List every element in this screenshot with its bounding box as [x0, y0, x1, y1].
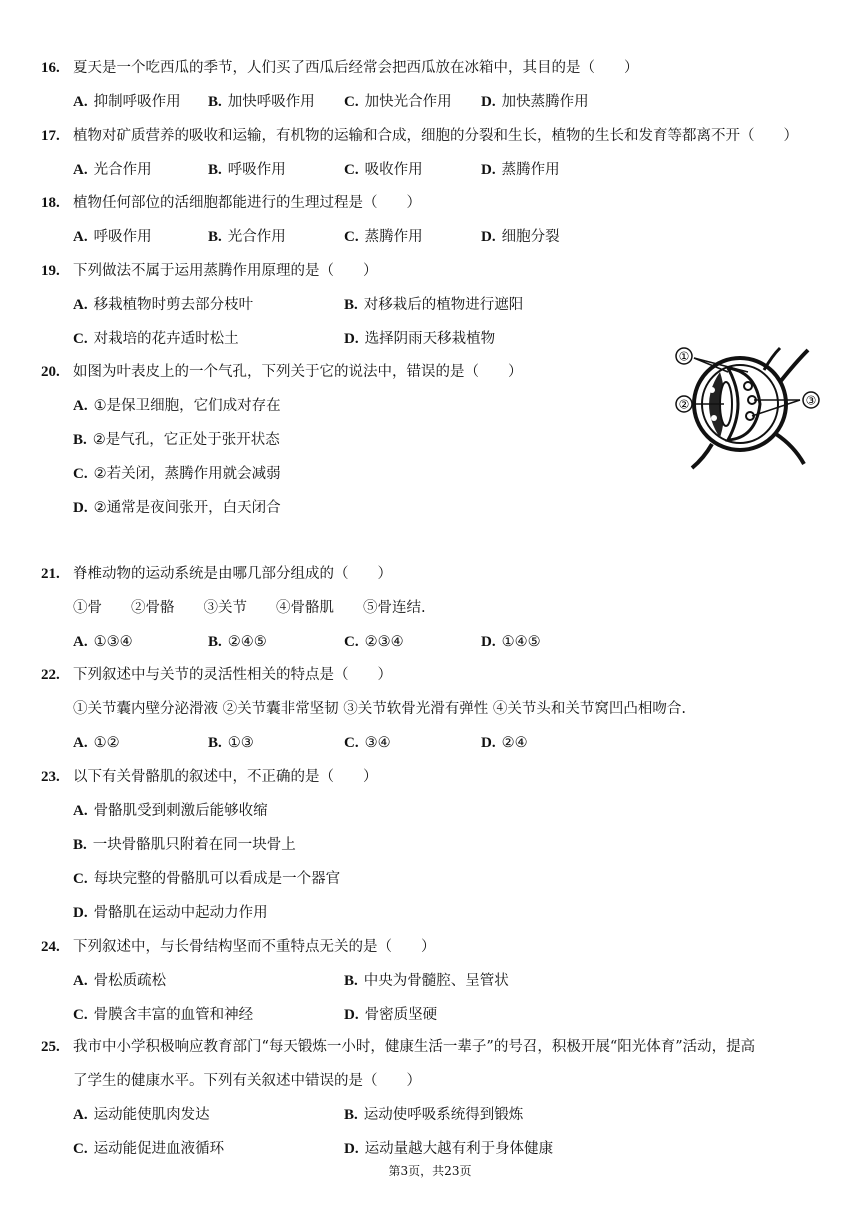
- answer-option: [73, 295, 253, 315]
- option-letter: C.: [344, 94, 359, 110]
- answer-option: [208, 632, 267, 652]
- question-text: 我市中小学积极响应教育部门“每天锻炼一小时，健康生活一辈子”的号召，积极开展“阳光体育”活动，提高: [73, 1039, 756, 1055]
- label-1: ①: [678, 349, 690, 364]
- option-text: ②是气孔，它正处于张开状态: [92, 432, 280, 448]
- option-text: 光合作用: [227, 229, 286, 245]
- option-text: 光合作用: [93, 162, 152, 178]
- option-letter: D.: [481, 162, 496, 178]
- option-text: 中央为骨髓腔、呈管状: [363, 973, 509, 989]
- answer-option: [73, 835, 296, 855]
- option-text: 骨松质疏松: [93, 973, 167, 989]
- answer-option: [481, 227, 560, 247]
- option-text: 骨骼肌受到刺激后能够收缩: [93, 803, 268, 819]
- option-letter: C.: [73, 871, 88, 887]
- option-text: ②若关闭，蒸腾作用就会减弱: [93, 466, 281, 482]
- option-text: 运动量越大越有利于身体健康: [364, 1141, 554, 1157]
- answer-option: [344, 295, 523, 315]
- question-number: 25.: [41, 1039, 60, 1055]
- option-text: 运动使呼吸系统得到锻炼: [363, 1107, 524, 1123]
- option-letter: B.: [344, 973, 358, 989]
- option-text: 加快光合作用: [364, 94, 452, 110]
- question-text: 了学生的健康水平。下列有关叙述中错误的是（ ）: [73, 1073, 421, 1089]
- answer-option: [344, 632, 404, 652]
- answer-option: [481, 92, 589, 112]
- answer-option: [481, 733, 528, 753]
- answer-option: [344, 971, 509, 991]
- question-number: 19.: [41, 263, 60, 279]
- option-letter: A.: [73, 1107, 88, 1123]
- answer-option: [73, 92, 181, 112]
- answer-option: [73, 160, 152, 180]
- answer-option: [73, 498, 281, 518]
- question-number: 22.: [41, 667, 60, 683]
- option-letter: D.: [73, 500, 88, 516]
- question-text: ①关节囊内壁分泌滑液 ②关节囊非常坚韧 ③关节软骨光滑有弹性 ④关节头和关节窝凹凸相吻合.: [73, 701, 686, 717]
- option-text: ③④: [364, 735, 391, 751]
- option-letter: A.: [73, 735, 88, 751]
- option-text: 骨膜含丰富的血管和神经: [93, 1007, 254, 1023]
- answer-option: [73, 329, 239, 349]
- option-letter: A.: [73, 162, 88, 178]
- question-number: 17.: [41, 128, 60, 144]
- option-text: 抑制呼吸作用: [93, 94, 181, 110]
- option-letter: A.: [73, 229, 88, 245]
- option-letter: D.: [481, 634, 496, 650]
- option-letter: B.: [208, 162, 222, 178]
- answer-option: [73, 1105, 210, 1125]
- answer-option: [73, 632, 133, 652]
- option-letter: C.: [344, 735, 359, 751]
- option-text: ①是保卫细胞，它们成对存在: [93, 398, 281, 414]
- option-letter: D.: [481, 229, 496, 245]
- option-letter: C.: [344, 162, 359, 178]
- option-letter: B.: [344, 1107, 358, 1123]
- question-text: 下列叙述中，与长骨结构坚而不重特点无关的是（ ）: [73, 939, 436, 955]
- answer-option: [73, 733, 120, 753]
- option-text: 呼吸作用: [93, 229, 152, 245]
- option-text: 一块骨骼肌只附着在同一块骨上: [92, 837, 296, 853]
- answer-option: [344, 1005, 437, 1025]
- question-number: 16.: [41, 60, 60, 76]
- option-letter: A.: [73, 297, 88, 313]
- option-letter: D.: [481, 735, 496, 751]
- option-text: 骨骼肌在运动中起动力作用: [93, 905, 268, 921]
- question-text: 下列叙述中与关节的灵活性相关的特点是（ ）: [73, 667, 392, 683]
- option-text: ①③: [227, 735, 254, 751]
- answer-option: [481, 160, 560, 180]
- option-letter: D.: [344, 1007, 359, 1023]
- option-letter: C.: [73, 331, 88, 347]
- option-letter: B.: [208, 94, 222, 110]
- question-text: 植物对矿质营养的吸收和运输，有机物的运输和合成，细胞的分裂和生长，植物的生长和发育等都离不开（ ）: [73, 128, 798, 144]
- option-letter: C.: [73, 1141, 88, 1157]
- option-letter: D.: [344, 1141, 359, 1157]
- answer-option: [344, 733, 391, 753]
- stoma-diagram: [668, 342, 828, 474]
- answer-option: [344, 1139, 553, 1159]
- option-text: 蒸腾作用: [501, 162, 560, 178]
- option-text: 呼吸作用: [227, 162, 286, 178]
- option-letter: B.: [73, 837, 87, 853]
- label-2: ②: [678, 397, 690, 412]
- option-letter: D.: [481, 94, 496, 110]
- answer-option: [73, 464, 281, 484]
- option-letter: B.: [344, 297, 358, 313]
- answer-option: [73, 1139, 224, 1159]
- option-letter: D.: [344, 331, 359, 347]
- answer-option: [344, 329, 495, 349]
- question-text: 以下有关骨骼肌的叙述中，不正确的是（ ）: [73, 769, 378, 785]
- option-text: 骨密质坚硬: [364, 1007, 438, 1023]
- answer-option: [73, 971, 166, 991]
- option-letter: B.: [73, 432, 87, 448]
- option-letter: B.: [208, 634, 222, 650]
- answer-option: [208, 92, 315, 112]
- question-text: 夏天是一个吃西瓜的季节，人们买了西瓜后经常会把西瓜放在冰箱中，其目的是（ ）: [73, 60, 639, 76]
- answer-option: [344, 1105, 523, 1125]
- option-text: ①④⑤: [501, 634, 541, 650]
- answer-option: [73, 801, 268, 821]
- option-text: 每块完整的骨骼肌可以看成是一个器官: [93, 871, 341, 887]
- option-text: 运动能促进血液循环: [93, 1141, 225, 1157]
- option-text: ②④: [501, 735, 528, 751]
- answer-option: [73, 869, 340, 889]
- option-text: 选择阴雨天移栽植物: [364, 331, 496, 347]
- answer-option: [344, 227, 423, 247]
- stoma-figure: [668, 342, 828, 474]
- answer-option: [208, 160, 286, 180]
- question-text: 脊椎动物的运动系统是由哪几部分组成的（ ）: [73, 566, 392, 582]
- option-text: 吸收作用: [364, 162, 423, 178]
- option-letter: C.: [344, 634, 359, 650]
- question-number: 20.: [41, 364, 60, 380]
- option-text: 运动能使肌肉发达: [93, 1107, 210, 1123]
- question-number: 23.: [41, 769, 60, 785]
- option-text: 对栽培的花卉适时松土: [93, 331, 239, 347]
- option-letter: C.: [73, 1007, 88, 1023]
- answer-option: [73, 430, 280, 450]
- option-text: ②通常是夜间张开，白天闭合: [93, 500, 281, 516]
- answer-option: [73, 396, 281, 416]
- question-text: 下列做法不属于运用蒸腾作用原理的是（ ）: [73, 263, 378, 279]
- page-footer: 第3页，共23页: [388, 1164, 472, 1178]
- question-number: 18.: [41, 195, 60, 211]
- option-letter: A.: [73, 973, 88, 989]
- answer-option: [344, 92, 452, 112]
- option-text: 对移栽后的植物进行遮阳: [363, 297, 524, 313]
- question-text: 如图为叶表皮上的一个气孔，下列关于它的说法中，错误的是（ ）: [73, 364, 523, 380]
- option-text: ②④⑤: [227, 634, 267, 650]
- question-text: 植物任何部位的活细胞都能进行的生理过程是（ ）: [73, 195, 421, 211]
- option-text: ①③④: [93, 634, 133, 650]
- option-letter: A.: [73, 94, 88, 110]
- label-3: ③: [805, 393, 817, 408]
- answer-option: [73, 903, 268, 923]
- option-text: 加快蒸腾作用: [501, 94, 589, 110]
- option-text: ①②: [93, 735, 120, 751]
- option-letter: C.: [344, 229, 359, 245]
- option-text: 细胞分裂: [501, 229, 560, 245]
- option-letter: B.: [208, 735, 222, 751]
- option-letter: A.: [73, 398, 88, 414]
- question-number: 24.: [41, 939, 60, 955]
- option-text: 蒸腾作用: [364, 229, 423, 245]
- option-letter: A.: [73, 803, 88, 819]
- option-letter: D.: [73, 905, 88, 921]
- answer-option: [344, 160, 423, 180]
- answer-option: [481, 632, 541, 652]
- option-text: ②③④: [364, 634, 404, 650]
- option-text: 移栽植物时剪去部分枝叶: [93, 297, 254, 313]
- option-letter: A.: [73, 634, 88, 650]
- answer-option: [208, 733, 254, 753]
- answer-option: [73, 1005, 253, 1025]
- answer-option: [208, 227, 286, 247]
- question-number: 21.: [41, 566, 60, 582]
- option-letter: B.: [208, 229, 222, 245]
- option-text: 加快呼吸作用: [227, 94, 315, 110]
- question-text: ①骨 ②骨骼 ③关节 ④骨骼肌 ⑤骨连结.: [73, 600, 426, 616]
- answer-option: [73, 227, 152, 247]
- option-letter: C.: [73, 466, 88, 482]
